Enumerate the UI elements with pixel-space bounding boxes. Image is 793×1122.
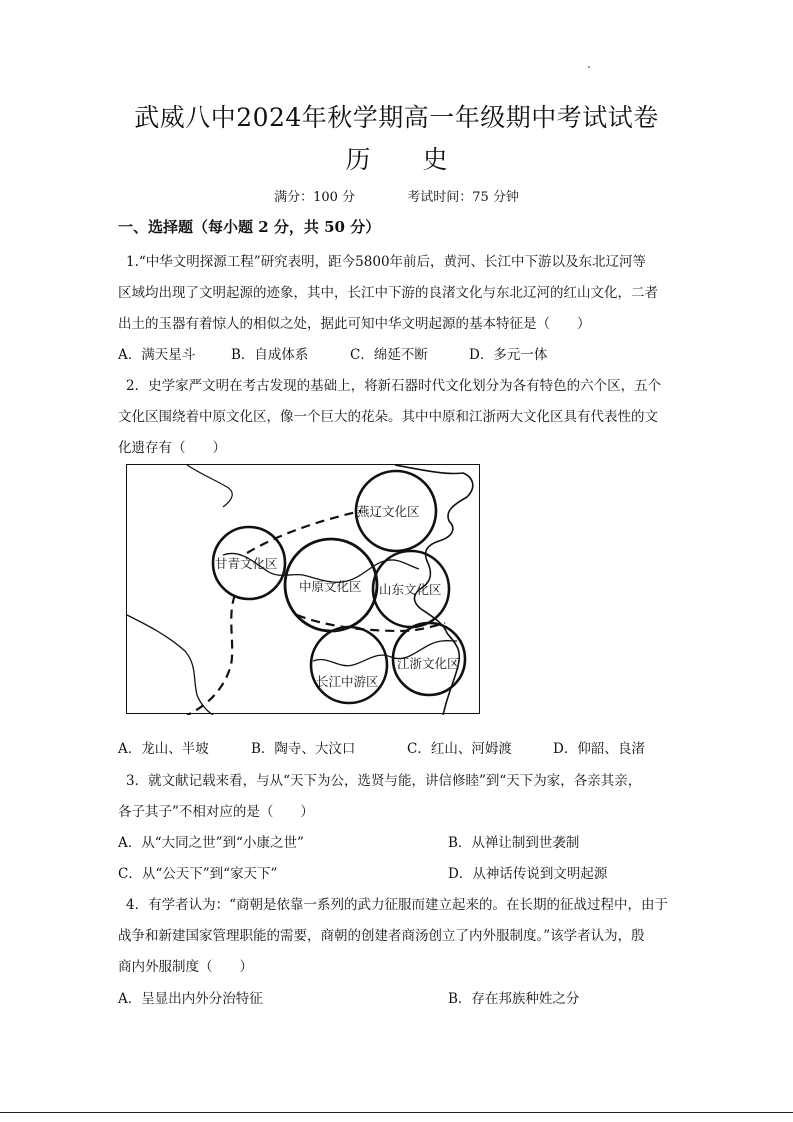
exam-subject: 历 史: [345, 145, 470, 174]
exam-time: 考试时间：75 分钟: [407, 190, 519, 205]
q2-option-c[interactable]: C．红山、河姆渡: [407, 741, 512, 757]
q4-option-a[interactable]: A．呈显出内外分治特征: [118, 991, 263, 1007]
q2-line-1: 2．史学家严文明在考古发现的基础上，将新石器时代文化划分为各有特色的六个区，五个: [126, 378, 662, 394]
q4-option-b[interactable]: B．存在邦族种姓之分: [448, 991, 580, 1007]
q1-option-b[interactable]: B．自成体系: [231, 347, 309, 363]
q3-option-d[interactable]: D．从神话传说到文明起源: [448, 866, 608, 882]
q3-line-1: 3．就文献记载来看，与从“天下为公，选贤与能，讲信修睦”到“天下为家，各亲其亲，: [126, 773, 642, 789]
q1-option-a[interactable]: A．满天星斗: [118, 347, 196, 363]
q4-line-1: 4．有学者认为：“商朝是依靠一系列的武力征服而建立起来的。在长期的征战过程中，由于: [126, 897, 668, 913]
q2-option-d[interactable]: D．仰韶、良渚: [553, 741, 645, 757]
scan-speck: [588, 66, 590, 68]
map-label-zhongyuan: 中原文化区: [299, 579, 362, 594]
map-label-shandong: 山东文化区: [379, 582, 442, 597]
q4-line-3: 商内外服制度（ ）: [118, 959, 253, 975]
page-bottom-rule: [0, 1112, 793, 1113]
map-label-changjiang: 长江中游区: [316, 674, 379, 689]
culture-region-map: [126, 464, 480, 714]
map-label-jiangzhe: 江浙文化区: [397, 656, 460, 671]
q1-option-c[interactable]: C．绵延不断: [350, 347, 428, 363]
q3-option-c[interactable]: C．从“公天下”到“家天下”: [118, 866, 278, 882]
map-label-yanliao: 燕辽文化区: [357, 504, 420, 519]
q4-line-2: 战争和新建国家管理职能的需要，商朝的创建者商汤创立了内外服制度。”该学者认为，殷: [118, 928, 645, 944]
q2-option-b[interactable]: B．陶寺、大汶口: [251, 741, 356, 757]
full-score: 满分：100 分: [274, 190, 356, 205]
q2-option-a[interactable]: A．龙山、半坡: [118, 741, 209, 757]
q1-line-2: 区域均出现了文明起源的迹象，其中，长江中下游的良渚文化与东北辽河的红山文化，二者: [118, 285, 658, 301]
exam-title: 武威八中2024年秋学期高一年级期中考试试卷: [134, 103, 659, 132]
q2-line-2: 文化区围绕着中原文化区，像一个巨大的花朵。其中中原和江浙两大文化区具有代表性的文: [118, 409, 658, 425]
section-heading: 一、选择题（每小题 2 分，共 50 分）: [118, 218, 381, 236]
q3-option-b[interactable]: B．从禅让制到世袭制: [448, 835, 580, 851]
exam-meta: [0, 186, 793, 205]
q1-line-3: 出土的玉器有着惊人的相似之处，据此可知中华文明起源的基本特征是（ ）: [118, 316, 591, 332]
q1-option-d[interactable]: D．多元一体: [469, 347, 548, 363]
q1-line-1: 1.“中华文明探源工程”研究表明，距今5800年前后，黄河、长江中下游以及东北辽河等: [126, 254, 647, 270]
map-label-ganqing: 甘青文化区: [215, 556, 278, 571]
q3-line-2: 各子其子”不相对应的是（ ）: [118, 804, 314, 820]
q2-line-3: 化遗存有（ ）: [118, 440, 226, 456]
q3-option-a[interactable]: A．从“大同之世”到“小康之世”: [118, 835, 304, 851]
